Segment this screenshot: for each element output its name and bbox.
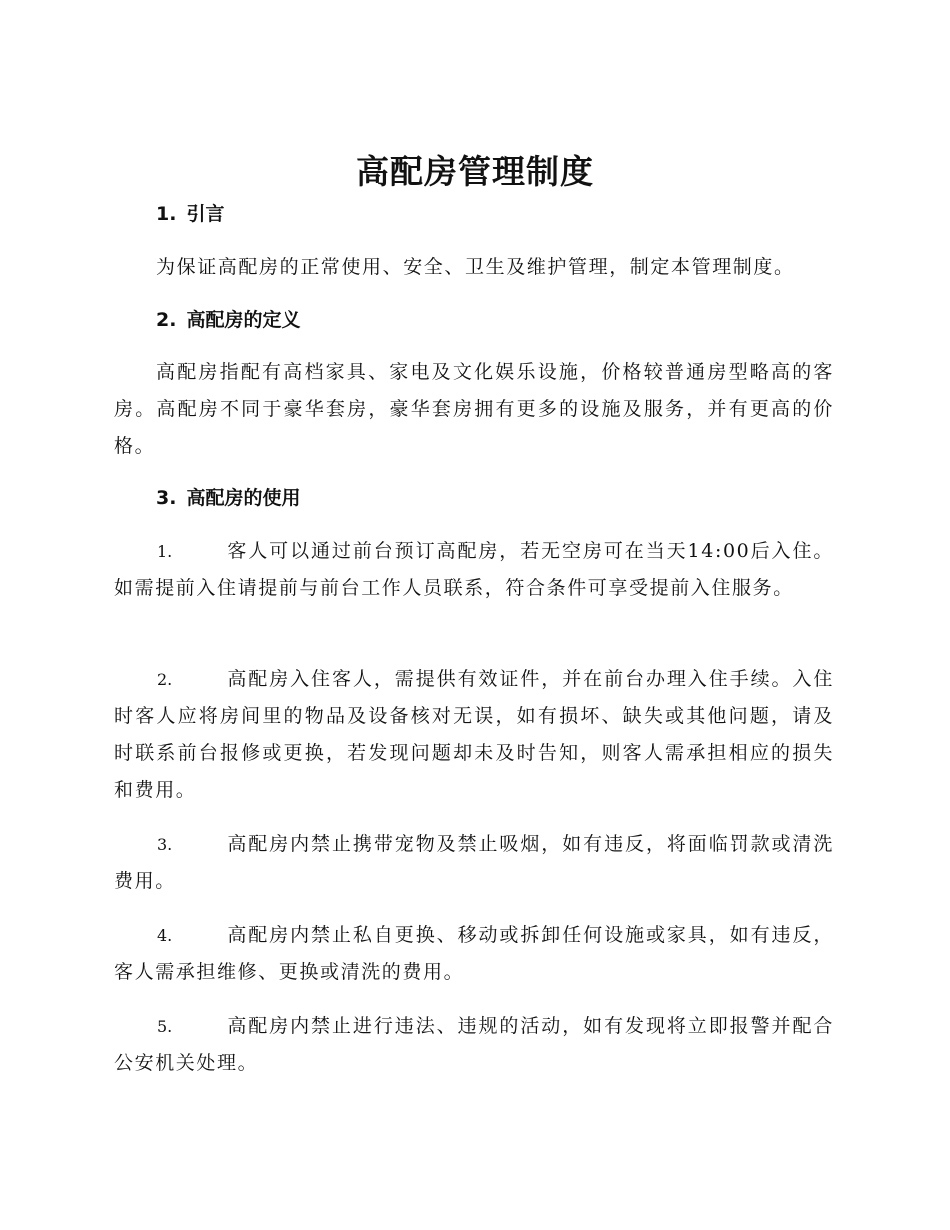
- list-item-marker: 4.: [157, 926, 173, 945]
- list-item: [114, 917, 834, 991]
- section-number: 3.: [156, 487, 177, 509]
- list-item-marker: 5.: [157, 1017, 173, 1036]
- section-number: 1.: [156, 203, 177, 225]
- list-item: [114, 1008, 834, 1082]
- list-item: [114, 533, 834, 607]
- list-item-marker: 1.: [157, 542, 173, 561]
- list-item-marker: 3.: [157, 835, 173, 854]
- document-title: 高配房管理制度: [356, 152, 594, 191]
- section-heading-introduction: [156, 200, 224, 228]
- list-item: [114, 826, 834, 900]
- section-title: 引言: [186, 203, 225, 225]
- list-item-text: 高配房内禁止携带宠物及禁止吸烟，如有违反，将面临罚款或清洗费用。: [114, 833, 834, 892]
- paragraph: 高配房指配有高档家具、家电及文化娱乐设施，价格较普通房型略高的客房。高配房不同于豪华套房，豪华套房拥有更多的设施及服务，并有更高的价格。: [114, 361, 834, 457]
- section-title: 高配房的定义: [186, 309, 301, 331]
- list-item-text: 高配房内禁止进行违法、违规的活动，如有发现将立即报警并配合公安机关处理。: [114, 1015, 834, 1074]
- section-title: 高配房的使用: [186, 487, 301, 509]
- list-item-text: 高配房内禁止私自更换、移动或拆卸任何设施或家具，如有违反，客人需承担维修、更换或清洗的费用。: [114, 924, 834, 983]
- section-heading-definition: [156, 306, 300, 334]
- list-item-marker: 2.: [157, 670, 173, 689]
- list-item: [114, 661, 834, 809]
- section-heading-usage: [156, 484, 300, 512]
- section-number: 2.: [156, 309, 177, 331]
- list-item-text: 客人可以通过前台预订高配房，若无空房可在当天14:00后入住。如需提前入住请提前与前台工作人员联系，符合条件可享受提前入住服务。: [114, 540, 834, 599]
- list-item-text: 高配房入住客人，需提供有效证件，并在前台办理入住手续。入住时客人应将房间里的物品及设备核对无误，如有损坏、缺失或其他问题，请及时联系前台报修或更换，若发现问题却未及时告知，则客人需承担相应的损失和费用。: [114, 668, 834, 801]
- paragraph: 为保证高配房的正常使用、安全、卫生及维护管理，制定本管理制度。: [156, 256, 795, 278]
